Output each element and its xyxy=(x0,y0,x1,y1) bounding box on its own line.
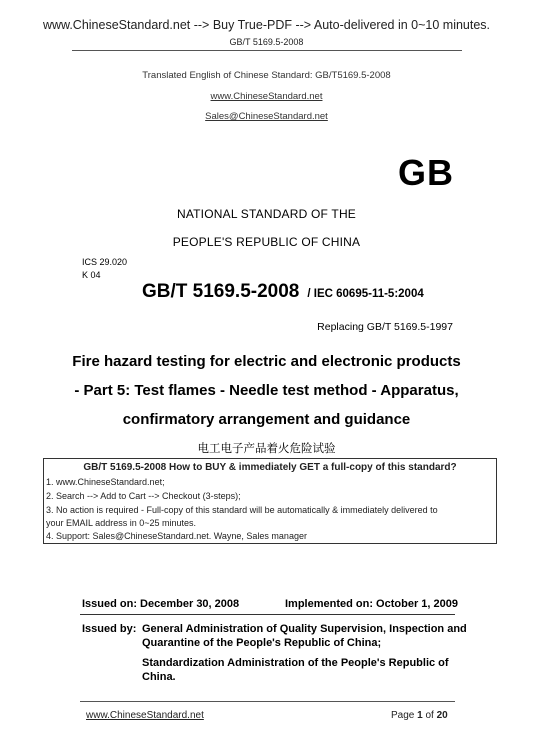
page-label: Page xyxy=(391,710,415,721)
issued-by-org1-b: Quarantine of the People's Republic of China; xyxy=(142,637,382,649)
title-line-1: Fire hazard testing for electric and electronic products xyxy=(72,353,461,370)
ics-code: ICS 29.020 xyxy=(82,257,128,267)
buy-step-4: 4. Support: Sales@ChineseStandard.net. Wayne, Sales manager xyxy=(46,531,307,541)
translated-line: Translated English of Chinese Standard: GB/T5169.5-2008 xyxy=(142,70,391,81)
gb-mark: GB xyxy=(398,152,454,193)
page-of: of xyxy=(425,710,434,721)
issue-divider xyxy=(80,614,455,615)
issued-by-org2-a: Standardization Administration of the People's Republic of xyxy=(142,657,449,669)
title-line-2: - Part 5: Test flames - Needle test method - Apparatus, xyxy=(74,382,459,399)
website-link[interactable]: www.ChineseStandard.net xyxy=(210,91,323,102)
buy-step-3: 3. No action is required - Full-copy of this standard will be automatically & immediately delivered to xyxy=(46,505,438,515)
buy-box-heading: GB/T 5169.5-2008 How to BUY & immediately GET a full-copy of this standard? xyxy=(83,462,457,473)
national-standard-line1: NATIONAL STANDARD OF THE xyxy=(176,207,357,221)
chinese-title: 电工电子产品着火危险试验 xyxy=(197,441,336,455)
title-line-3: confirmatory arrangement and guidance xyxy=(122,411,411,428)
national-standard-line2: PEOPLE'S REPUBLIC OF CHINA xyxy=(172,235,361,249)
footer-divider xyxy=(80,701,455,702)
footer-website-link[interactable]: www.ChineseStandard.net xyxy=(86,710,204,721)
issued-by-label: Issued by: xyxy=(82,623,137,635)
header-divider xyxy=(72,50,462,51)
email-link[interactable]: Sales@ChineseStandard.net xyxy=(205,111,328,122)
issued-by-org2-b: China. xyxy=(142,671,176,683)
header-banner: www.ChineseStandard.net --> Buy True-PDF --> Auto-delivered in 0~10 minutes. xyxy=(42,18,491,32)
header-std-ref: GB/T 5169.5-2008 xyxy=(229,37,304,47)
buy-info-box xyxy=(43,458,497,544)
buy-step-2: 2. Search --> Add to Cart --> Checkout (3-steps); xyxy=(46,491,241,501)
issued-by-org1-a: General Administration of Quality Supervision, Inspection and xyxy=(142,623,467,635)
implemented-on: Implemented on: October 1, 2009 xyxy=(285,598,458,610)
page-number: 1 xyxy=(417,710,423,721)
page-indicator xyxy=(391,710,448,721)
gb-number: GB/T 5169.5-2008 xyxy=(142,281,300,302)
iec-number: / IEC 60695-11-5:2004 xyxy=(307,288,424,300)
replacing-line: Replacing GB/T 5169.5-1997 xyxy=(317,321,453,333)
issued-on: Issued on: December 30, 2008 xyxy=(82,598,240,610)
buy-step-1: 1. www.ChineseStandard.net; xyxy=(46,477,165,487)
buy-step-3-cont: your EMAIL address in 0~25 minutes. xyxy=(46,518,196,528)
k-code: K 04 xyxy=(82,270,101,280)
page-total: 20 xyxy=(436,710,448,721)
standard-number xyxy=(142,281,424,303)
